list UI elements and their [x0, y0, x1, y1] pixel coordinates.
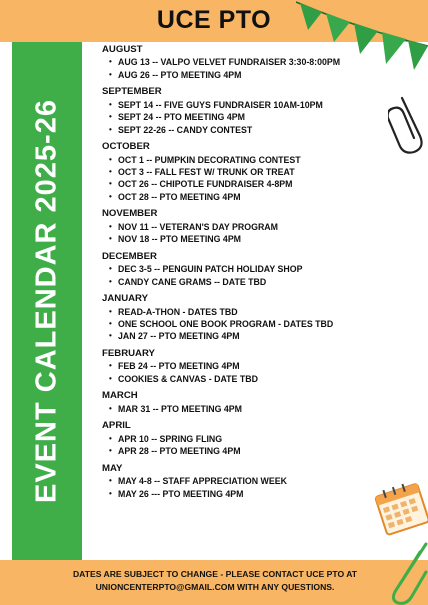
month-heading: MAY [102, 462, 123, 474]
month-events [102, 99, 382, 136]
event-item: • MAY 26 --- PTO MEETING 4PM [102, 488, 382, 500]
month-heading: NOVEMBER [102, 208, 158, 220]
month-heading: JANUARY [102, 293, 149, 305]
month-events [102, 263, 382, 288]
event-item: • MAY 4-8 -- STAFF APPRECIATION WEEK [102, 475, 382, 487]
month-events [102, 403, 382, 415]
event-item: • OCT 3 -- FALL FEST W/ TRUNK OR TREAT [102, 166, 382, 178]
footer-note [40, 568, 390, 594]
footer-line-1: DATES ARE SUBJECT TO CHANGE - PLEASE CONTACT UCE PTO AT [72, 569, 358, 579]
event-item: • NOV 11 -- VETERAN'S DAY PROGRAM [102, 221, 382, 233]
event-item: • ONE SCHOOL ONE BOOK PROGRAM - DATES TBD [102, 318, 382, 330]
month-events [102, 306, 382, 343]
event-item: • NOV 18 -- PTO MEETING 4PM [102, 233, 382, 245]
event-item: • OCT 1 -- PUMPKIN DECORATING CONTEST [102, 154, 382, 166]
month-events [102, 433, 382, 458]
event-item: • AUG 26 -- PTO MEETING 4PM [102, 69, 382, 81]
events-list [102, 44, 382, 500]
event-item: • SEPT 14 -- FIVE GUYS FUNDRAISER 10AM-10PM [102, 99, 382, 111]
event-item: • COOKIES & CANVAS - DATE TBD [102, 373, 382, 385]
month-heading: DECEMBER [102, 250, 157, 262]
month-heading: OCTOBER [102, 141, 150, 153]
footer-line-2: UNIONCENTERPTO@GMAIL.COM WITH ANY QUESTIONS. [95, 582, 335, 592]
event-item: • READ-A-THON - DATES TBD [102, 306, 382, 318]
month-heading: AUGUST [102, 44, 143, 55]
vertical-title: EVENT CALENDAR 2025-26 [30, 99, 63, 503]
month-events [102, 154, 382, 204]
event-item: • MAR 31 -- PTO MEETING 4PM [102, 403, 382, 415]
month-events [102, 360, 382, 385]
month-heading: MARCH [102, 390, 138, 402]
event-item: • CANDY CANE GRAMS -- DATE TBD [102, 276, 382, 288]
month-events [102, 221, 382, 246]
month-heading: SEPTEMBER [102, 86, 162, 98]
month-heading: FEBRUARY [102, 348, 155, 360]
calendar-icon [372, 478, 428, 540]
month-events [102, 56, 382, 81]
event-item: • AUG 13 -- VALPO VELVET FUNDRAISER 3:30-8:00PM [102, 56, 382, 68]
event-item: • APR 28 -- PTO MEETING 4PM [102, 445, 382, 457]
event-item: • JAN 27 -- PTO MEETING 4PM [102, 330, 382, 342]
month-events [102, 475, 382, 500]
event-item: • OCT 28 -- PTO MEETING 4PM [102, 191, 382, 203]
event-item: • FEB 24 -- PTO MEETING 4PM [102, 360, 382, 372]
event-item: • DEC 3-5 -- PENGUIN PATCH HOLIDAY SHOP [102, 263, 382, 275]
event-item: • SEPT 24 -- PTO MEETING 4PM [102, 111, 382, 123]
event-item: • SEPT 22-26 -- CANDY CONTEST [102, 124, 382, 136]
event-item: • OCT 26 -- CHIPOTLE FUNDRAISER 4-8PM [102, 178, 382, 190]
green-paperclip-icon [386, 538, 428, 605]
month-heading: APRIL [102, 420, 131, 432]
paperclip-icon [388, 92, 428, 156]
page-title: UCE PTO [156, 6, 272, 34]
event-item: • APR 10 -- SPRING FLING [102, 433, 382, 445]
